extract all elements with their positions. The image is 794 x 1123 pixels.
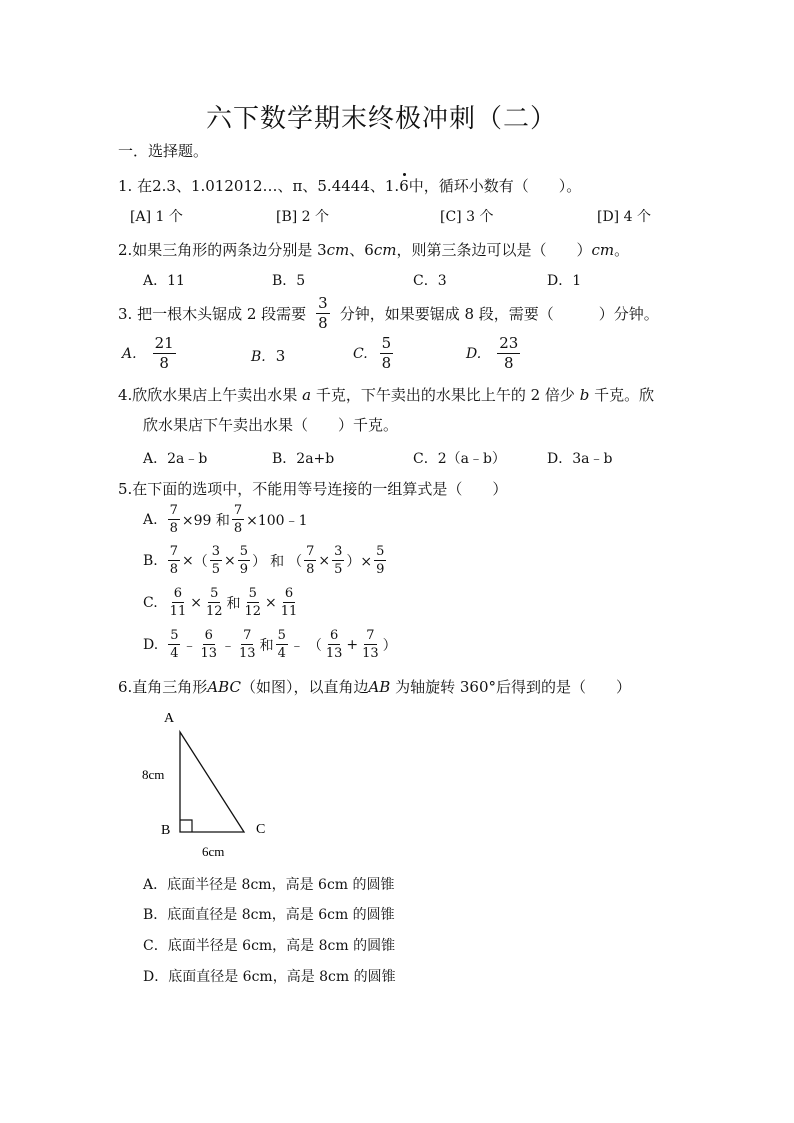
q6-option-b[interactable]: B．底面直径是 8cm，高是 6cm 的圆锥	[143, 907, 395, 923]
q3-option-c[interactable]: C. $\frac{5}{8}$	[353, 334, 392, 372]
q1-prefix: 1. 在	[118, 177, 153, 195]
question-6: 6.直角三角形ABC（如图），以直角边AB 为轴旋转 360°后得到的是（ ）	[118, 678, 631, 696]
q3-option-b[interactable]: B. 3	[251, 347, 286, 365]
q1-option-a[interactable]: [A] 1 个	[130, 209, 183, 225]
q1-suffix: 中，循环小数有（ ）。	[408, 177, 582, 195]
question-3: 3. 把一根木头锯成 2 段需要 $\frac{3}{8}$ 分钟，如果要锯成 8 段，需要（ ）分钟。	[118, 294, 659, 332]
q4-option-b[interactable]: B．2a+b	[272, 451, 335, 467]
q1-repeating-decimal: 1.6	[385, 177, 409, 195]
q1-items: 2.3、1.012012…、π、5.4444、	[152, 177, 385, 195]
q5-option-a[interactable]: A. $\frac{7}{8}$ ×99 和 $\frac{7}{8}$ ×100﹣1	[143, 503, 308, 536]
triangle-shape	[180, 732, 244, 832]
q2-option-c[interactable]: C．3	[413, 273, 447, 289]
fraction-3-8: $\frac{3}{8}$	[318, 294, 328, 332]
repeating-dot	[403, 173, 406, 176]
q1-option-c[interactable]: [C] 3 个	[440, 209, 494, 225]
section-heading: 一．选择题。	[118, 142, 209, 160]
question-4-line2: 欣水果店下午卖出水果（ ）千克。	[143, 416, 399, 434]
q5-option-c[interactable]: C. $\frac{6}{11}$ × $\frac{5}{12}$ 和 $\frac{5}{12}$ × $\frac{6}{11}$	[143, 586, 298, 619]
q1-option-b[interactable]: [B] 2 个	[276, 209, 330, 225]
right-triangle-figure	[130, 700, 290, 865]
question-4-line1: 4.欣欣水果店上午卖出水果 a 千克，下午卖出的水果比上午的 2 倍少 b 千克。欣	[118, 386, 655, 404]
side-bc-label: 6cm	[202, 844, 225, 859]
q4-option-c[interactable]: C．2（a﹣b）	[413, 451, 506, 467]
q4-option-d[interactable]: D．3a﹣b	[547, 451, 613, 467]
q5-option-b[interactable]: B. $\frac{7}{8}$ × （ $\frac{3}{5}$ × $\frac{5}{9}$ ） 和 （ $\frac{7}{8}$ × $\frac{3}{5}$ ）× $\frac{5}{9}$	[143, 544, 385, 577]
page-title: 六下数学期末终极冲刺（二）	[206, 104, 558, 134]
q2-option-a[interactable]: A．11	[143, 273, 185, 289]
side-ab-label: 8cm	[142, 767, 165, 782]
right-angle-mark	[180, 820, 192, 832]
q6-option-c[interactable]: C．底面半径是 6cm，高是 8cm 的圆锥	[143, 938, 396, 954]
q2-option-d[interactable]: D．1	[547, 273, 582, 289]
question-2: 2.如果三角形的两条边分别是 3cm、6cm，则第三条边可以是（ ）cm。	[118, 241, 630, 259]
q3-option-d[interactable]: D. $\frac{23}{8}$	[466, 334, 519, 372]
vertex-c-label: C	[256, 822, 266, 837]
q1-option-d[interactable]: [D] 4 个	[597, 209, 651, 225]
q5-option-d[interactable]: D. $\frac{5}{4}$ ﹣ $\frac{6}{13}$ ﹣ $\frac{7}{13}$ 和 $\frac{5}{4}$ ﹣ （ $\frac{6}{13}$ + $\frac{7}{13}$ ）	[143, 628, 397, 661]
q6-option-a[interactable]: A．底面半径是 8cm，高是 6cm 的圆锥	[143, 877, 395, 893]
vertex-a-label: A	[164, 711, 175, 726]
q2-option-b[interactable]: B．5	[272, 273, 306, 289]
q6-option-d[interactable]: D．底面直径是 6cm，高是 8cm 的圆锥	[143, 969, 396, 985]
question-1	[118, 175, 581, 196]
vertex-b-label: B	[161, 823, 171, 838]
question-5: 5.在下面的选项中，不能用等号连接的一组算式是（ ）	[118, 480, 508, 498]
q4-option-a[interactable]: A．2a﹣b	[143, 451, 208, 467]
q3-option-a[interactable]: A. $\frac{21}{8}$	[122, 334, 174, 372]
